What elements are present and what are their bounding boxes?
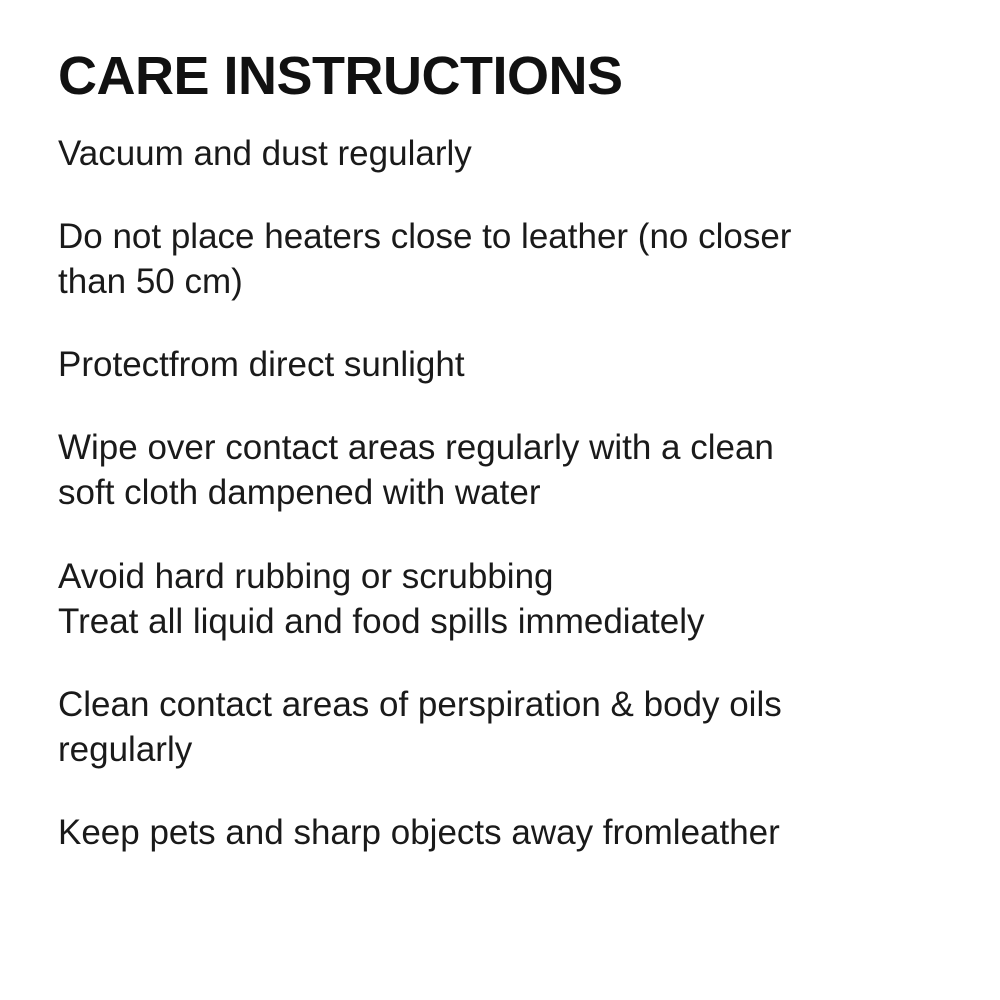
- list-item-line: Wipe over contact areas regularly with a clean: [58, 428, 774, 468]
- list-item-line: Keep pets and sharp objects away fromleather: [58, 813, 780, 853]
- care-instructions-list: [58, 131, 944, 856]
- page-title: CARE INSTRUCTIONS: [58, 46, 623, 106]
- list-item-line: Vacuum and dust regularly: [58, 133, 472, 173]
- list-item: [58, 342, 944, 387]
- list-item: [58, 810, 944, 855]
- list-item-line: than 50 cm): [58, 261, 243, 301]
- list-item-line: Clean contact areas of perspiration & body oils: [58, 684, 782, 724]
- list-item: [58, 554, 944, 644]
- list-item-line: Avoid hard rubbing or scrubbing: [58, 556, 554, 596]
- list-item: [58, 214, 944, 304]
- list-item: [58, 682, 944, 772]
- list-item: [58, 425, 944, 515]
- list-item-line: regularly: [58, 729, 193, 769]
- list-item-line: Protectfrom direct sunlight: [58, 345, 465, 385]
- list-item-line: Do not place heaters close to leather (no closer: [58, 216, 792, 256]
- list-item-line: Treat all liquid and food spills immediately: [58, 601, 705, 641]
- list-item-line: soft cloth dampened with water: [58, 473, 541, 513]
- list-item: [58, 131, 944, 176]
